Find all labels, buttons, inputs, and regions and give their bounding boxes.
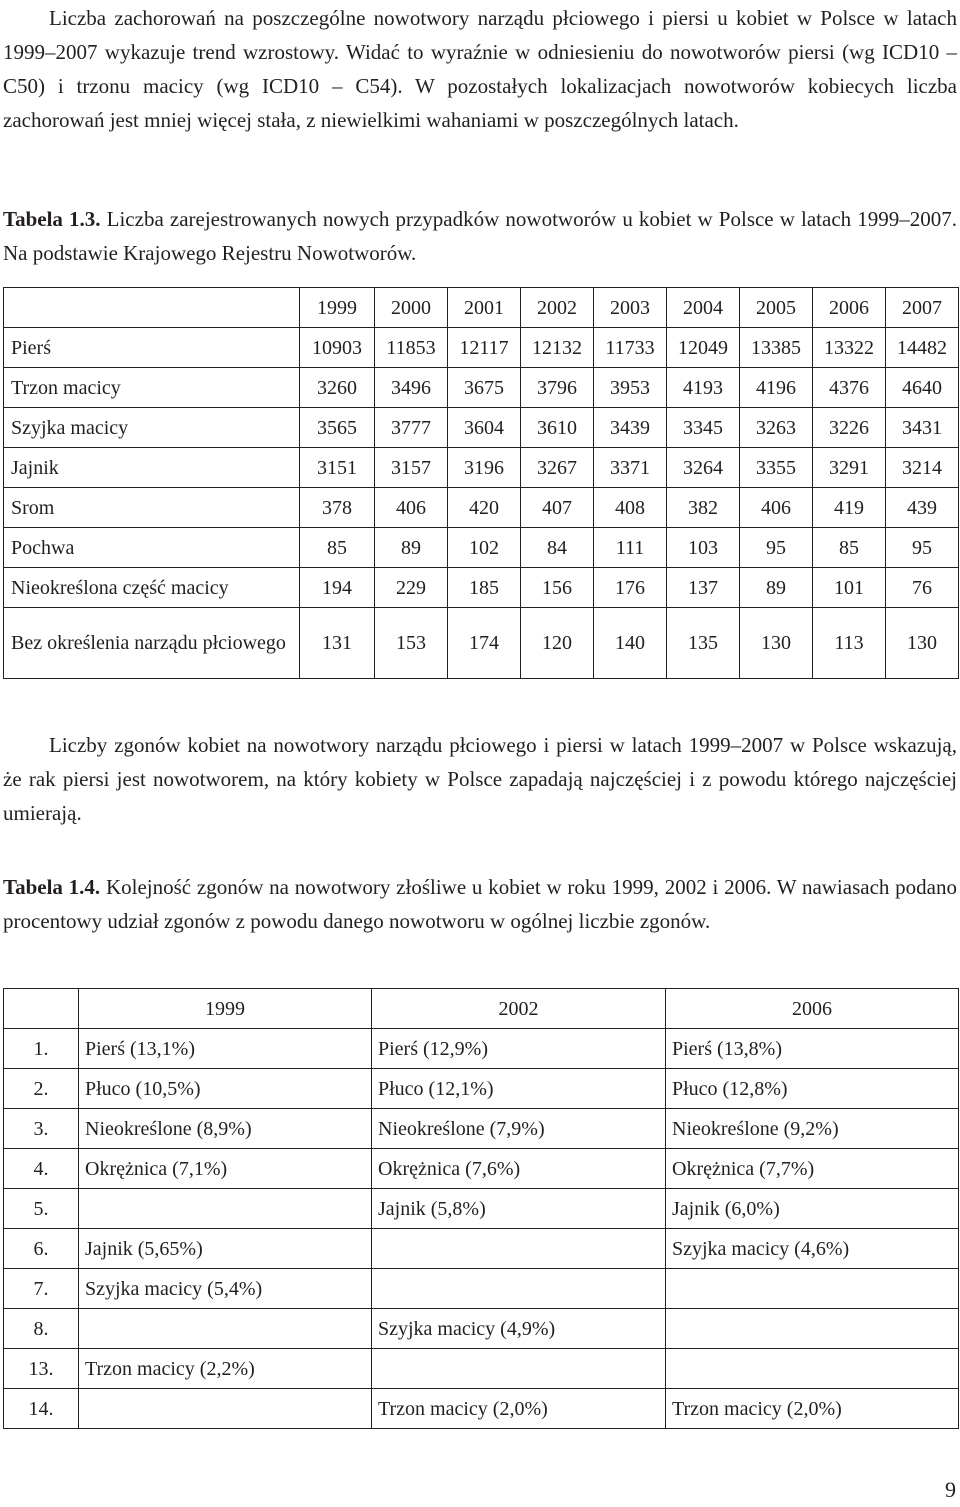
cell: 85 [300,528,375,568]
cell: 4376 [813,368,886,408]
cell: 3371 [594,448,667,488]
cell: Nieokreślone (7,9%) [372,1109,666,1149]
table-row [4,408,959,448]
cell: 185 [448,568,521,608]
year-header: 2002 [372,989,666,1029]
rank-cell: 8. [4,1309,79,1349]
year-header: 2000 [375,288,448,328]
cell: 3345 [667,408,740,448]
cell [372,1349,666,1389]
cell: 3214 [886,448,959,488]
table-row [4,1229,959,1269]
cell: 3264 [667,448,740,488]
cell: 419 [813,488,886,528]
cell: Płuco (12,8%) [666,1069,959,1109]
cell: 89 [740,568,813,608]
cell: Okrężnica (7,7%) [666,1149,959,1189]
row-label: Bez określenia narządu płciowego [4,608,300,679]
header-blank [4,288,300,328]
year-header: 2004 [667,288,740,328]
header-blank [4,989,79,1029]
cell: 140 [594,608,667,679]
cell: Nieokreślone (9,2%) [666,1109,959,1149]
row-label: Nieokreślona część macicy [4,568,300,608]
cell: Jajnik (5,65%) [79,1229,372,1269]
cell [79,1189,372,1229]
cell: 11853 [375,328,448,368]
cell: 420 [448,488,521,528]
row-label: Szyjka macicy [4,408,300,448]
cell: 3260 [300,368,375,408]
cell: 156 [521,568,594,608]
cell: 3796 [521,368,594,408]
cell: 89 [375,528,448,568]
year-header: 1999 [79,989,372,1029]
table-row [4,1349,959,1389]
cell: 439 [886,488,959,528]
cell: 153 [375,608,448,679]
table-1-3-caption-text: Liczba zarejestrowanych nowych przypadków nowotworów u kobiet w Polsce w latach 1999–2007. Na podstawie Krajowego Rejestru Nowotworów. [3,207,958,265]
cell: 408 [594,488,667,528]
cell: 3777 [375,408,448,448]
intro-paragraph: Liczba zachorowań na poszczególne nowotwory narządu płciowego i piersi u kobiet w Polsce w latach 1999–2007 wykazuje trend wzrostowy. Widać to wyraźnie w odniesieniu do nowotworów piersi (wg ICD10 – C50) i trzonu macicy (wg ICD10 – C54). W pozostałych lokalizacjach nowotworów kobiecych liczba zachorowań jest mniej więcej stała, z niewielkimi wahaniami w poszczególnych latach. [3,6,957,132]
table-row [4,328,959,368]
cell: Jajnik (5,8%) [372,1189,666,1229]
cell: 120 [521,608,594,679]
year-header: 2006 [813,288,886,328]
cell: 378 [300,488,375,528]
row-label: Jajnik [4,448,300,488]
rank-cell: 5. [4,1189,79,1229]
rank-cell: 7. [4,1269,79,1309]
cell: 3291 [813,448,886,488]
cell: 4193 [667,368,740,408]
rank-cell: 4. [4,1149,79,1189]
cell: 3953 [594,368,667,408]
cell: Szyjka macicy (5,4%) [79,1269,372,1309]
cell [372,1229,666,1269]
cell: 176 [594,568,667,608]
cell: 3355 [740,448,813,488]
table-row [4,448,959,488]
cell: 85 [813,528,886,568]
cell: Okrężnica (7,6%) [372,1149,666,1189]
cell: 3565 [300,408,375,448]
cell: 95 [740,528,813,568]
rank-cell: 6. [4,1229,79,1269]
cell: 135 [667,608,740,679]
cell: 131 [300,608,375,679]
table-row [4,1069,959,1109]
cell: Pierś (13,8%) [666,1029,959,1069]
cell: Jajnik (6,0%) [666,1189,959,1229]
table-row [4,1029,959,1069]
cell [666,1349,959,1389]
table-row [4,368,959,408]
cell: 174 [448,608,521,679]
cell: Trzon macicy (2,0%) [666,1389,959,1429]
row-label: Pierś [4,328,300,368]
table-1-4 [3,988,959,1429]
cell: 3226 [813,408,886,448]
table-1-4-caption-text: Kolejność zgonów na nowotwory złośliwe u kobiet w roku 1999, 2002 i 2006. W nawiasach podano procentowy udział zgonów z powodu danego nowotworu w ogólnej liczbie zgonów. [3,875,957,933]
cell: 13385 [740,328,813,368]
cell: 13322 [813,328,886,368]
cell: 137 [667,568,740,608]
cell: 3267 [521,448,594,488]
year-header: 2003 [594,288,667,328]
cell: 3431 [886,408,959,448]
cell: 12049 [667,328,740,368]
cell: 10903 [300,328,375,368]
cell: 229 [375,568,448,608]
cell [372,1269,666,1309]
year-header: 2006 [666,989,959,1029]
table-row [4,608,959,679]
table-row [4,1189,959,1229]
cell: Trzon macicy (2,0%) [372,1389,666,1429]
cell: Szyjka macicy (4,6%) [666,1229,959,1269]
cell: Pierś (12,9%) [372,1029,666,1069]
cell: Płuco (10,5%) [79,1069,372,1109]
cell: 3157 [375,448,448,488]
row-label: Trzon macicy [4,368,300,408]
cell: 76 [886,568,959,608]
cell: 3610 [521,408,594,448]
cell: 194 [300,568,375,608]
cell: 14482 [886,328,959,368]
cell: Okrężnica (7,1%) [79,1149,372,1189]
cell: 4640 [886,368,959,408]
deaths-paragraph: Liczby zgonów kobiet na nowotwory narządu płciowego i piersi w latach 1999–2007 w Polsce wskazują, że rak piersi jest nowotworem, na który kobiety w Polsce zapadają najczęściej i z powodu którego najczęściej umierają. [3,733,957,825]
cell [666,1309,959,1349]
cell: 3675 [448,368,521,408]
cell: 84 [521,528,594,568]
year-header: 2005 [740,288,813,328]
cell [666,1269,959,1309]
cell: 111 [594,528,667,568]
cell: Szyjka macicy (4,9%) [372,1309,666,1349]
table-row [4,568,959,608]
cell: 3496 [375,368,448,408]
cell: 382 [667,488,740,528]
rank-cell: 3. [4,1109,79,1149]
cell: 407 [521,488,594,528]
cell: Płuco (12,1%) [372,1069,666,1109]
cell: 3196 [448,448,521,488]
table-1-3-caption [3,202,957,270]
cell: 406 [740,488,813,528]
rank-cell: 14. [4,1389,79,1429]
cell: 3604 [448,408,521,448]
cell: 11733 [594,328,667,368]
cell: 102 [448,528,521,568]
cell: 12132 [521,328,594,368]
table-1-3-label: Tabela 1.3. [3,207,101,231]
table-row [4,488,959,528]
table-row [4,1389,959,1429]
cell: 95 [886,528,959,568]
cell: Pierś (13,1%) [79,1029,372,1069]
year-header: 1999 [300,288,375,328]
year-header: 2002 [521,288,594,328]
cell: 12117 [448,328,521,368]
table-1-3 [3,287,959,679]
table-row [4,528,959,568]
table-1-4-label: Tabela 1.4. [3,875,101,899]
cell [79,1309,372,1349]
cell: 113 [813,608,886,679]
table-1-4-caption [3,870,957,938]
rank-cell: 2. [4,1069,79,1109]
cell: 130 [886,608,959,679]
rank-cell: 1. [4,1029,79,1069]
table-row [4,1149,959,1189]
year-header: 2007 [886,288,959,328]
cell [79,1389,372,1429]
year-header: 2001 [448,288,521,328]
table-header-row [4,989,959,1029]
rank-cell: 13. [4,1349,79,1389]
cell: 130 [740,608,813,679]
cell: 3151 [300,448,375,488]
row-label: Srom [4,488,300,528]
page-number: 9 [945,1477,956,1502]
cell: Trzon macicy (2,2%) [79,1349,372,1389]
cell: 406 [375,488,448,528]
cell: 3263 [740,408,813,448]
table-row [4,1269,959,1309]
row-label: Pochwa [4,528,300,568]
cell: 101 [813,568,886,608]
table-row [4,1309,959,1349]
cell: 103 [667,528,740,568]
table-row [4,1109,959,1149]
table-header-row [4,288,959,328]
cell: Nieokreślone (8,9%) [79,1109,372,1149]
cell: 4196 [740,368,813,408]
cell: 3439 [594,408,667,448]
